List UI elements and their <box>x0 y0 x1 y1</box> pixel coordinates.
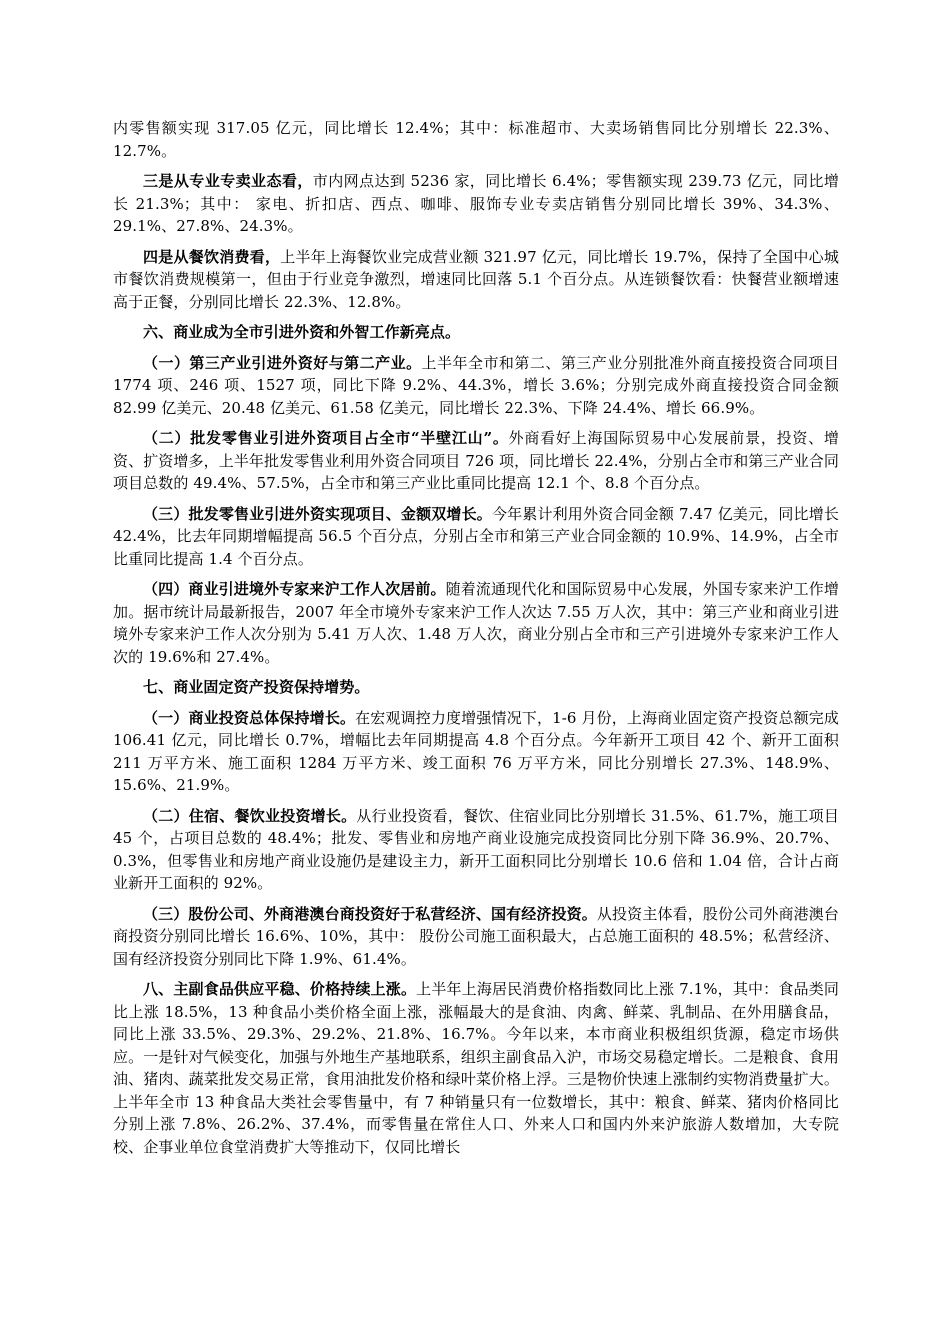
paragraph-text: 市内网点达到 5236 家，同比增长 6.4%；零售额实现 239.73 亿元，同比增长 21.3%；其中： 家电、折扣店、西点、咖啡、服饰专业专卖店销售分别同比增长 39%、34.3%、29.1%、27.8%、24.3%。 <box>113 172 839 235</box>
paragraph-lodging-catering-investment <box>113 805 839 895</box>
paragraph-retail-continuation <box>113 117 839 162</box>
section-heading-7: 七、商业固定资产投资保持增势。 <box>143 678 370 696</box>
paragraph-foreign-investment-tertiary <box>113 352 839 420</box>
paragraph-lead: （三）股份公司、外商港澳台商投资好于私营经济、国有经济投资。 <box>143 904 597 923</box>
paragraph-specialty-stores <box>113 170 839 238</box>
paragraph-lead: （三）批发零售业引进外资实现项目、金额双增长。 <box>143 504 492 523</box>
document-page <box>113 117 839 1166</box>
paragraph-text: 从行业投资看，餐饮、住宿业同比分别增长 31.5%、61.7%，施工项目 45 个，占项目总数的 48.4%；批发、零售业和房地产商业设施完成投资同比分别下降 36.9%、20.7%、0.3%，但零售业和房地产商业设施仍是建设主力，新开工面积同比分别增长 10.6 倍和 1.04 倍，合计占商业新开工面积的 92%。 <box>113 806 839 892</box>
paragraph-lead: （二）批发零售业引进外资项目占全市“半壁江山”。 <box>143 429 509 447</box>
paragraph-lead: 四是从餐饮消费看， <box>143 247 281 266</box>
paragraph-lead: （四）商业引进境外专家来沪工作人次居前。 <box>143 580 446 598</box>
paragraph-lead: （二）住宿、餐饮业投资增长。 <box>143 806 357 825</box>
paragraph-text: 内零售额实现 317.05 亿元，同比增长 12.4%；其中：标准超市、大卖场销售同比分别增长 22.3%、12.7%。 <box>113 119 839 160</box>
paragraph-lead: （一）第三产业引进外资好与第二产业。 <box>143 353 422 372</box>
paragraph-wholesale-retail-projects <box>113 427 839 495</box>
paragraph-wholesale-retail-amounts <box>113 503 839 571</box>
paragraph-text: 从投资主体看，股份公司外商港澳台商投资分别同比增长 16.6%、10%，其中： 股份公司施工面积最大，占总施工面积的 48.5%；私营经济、国有经济投资分别同比下降 1.9%、61.4%。 <box>113 904 839 968</box>
paragraph-text: 上半年上海居民消费价格指数同比上涨 7.1%，其中：食品类同比上涨 18.5%，13 种食品小类价格全面上涨，涨幅最大的是食油、肉禽、鲜菜、乳制品、在外用膳食品，同比上涨 33.5%、29.3%、29.2%、21.8%、16.7%。今年以来，本市商业积极组织货源，稳定市场供应。一是针对气候变化，加强与外地生产基地联系，组织主副食品入沪，市场交易稳定增长。二是粮食、食用油、猪肉、蔬菜批发交易正常，食用油批发价格和绿叶菜价格上浮。三是物价快速上涨制约实物消费量扩大。上半年全市 13 种食品大类社会零售量中，有 7 种销量只有一位数增长，其中：粮食、鲜菜、猪肉价格同比分别上涨 7.8%、26.2%、37.4%，而零售量在常住人口、外来人口和国内外来沪旅游人数增加，大专院校、企事业单位食堂消费扩大等推动下，仅同比增长 <box>113 980 839 1156</box>
paragraph-foreign-experts <box>113 578 839 668</box>
paragraph-lead: 三是从专业专卖业态看， <box>143 172 313 190</box>
paragraph-text: 上半年上海餐饮业完成营业额 321.97 亿元，同比增长 19.7%，保持了全国中心城市餐饮消费规模第一，但由于行业竞争激烈，增速同比回落 5.1 个百分点。从连锁餐饮看：快餐营业额增速高于正餐，分别同比增长 22.3%、12.8%。 <box>113 247 839 311</box>
paragraph-text: 在宏观调控力度增强情况下，1-6 月份，上海商业固定资产投资总额完成 106.41 亿元，同比增长 0.7%，增幅比去年同期提高 4.8 个百分点。今年新开工项目 42 个、新开工面积 211 万平方米、施工面积 1284 万平方米、竣工面积 76 万平方米，同比分别增长 27.3%、148.9%、15.6%、21.9%。 <box>113 708 839 794</box>
paragraph-text: 今年累计利用外资合同金额 7.47 亿美元，同比增长 42.4%，比去年同期增幅提高 56.5 个百分点，分别占全市和第三产业合同金额的 10.9%、14.9%，占全市比重同比提高 1.4 个百分点。 <box>113 504 839 568</box>
section-heading-6: 六、商业成为全市引进外资和外智工作新亮点。 <box>143 323 461 341</box>
paragraph-text: 外商看好上海国际贸易中心发展前景，投资、增资、扩资增多，上半年批发零售业利用外资合同项目 726 项，同比增长 22.4%，分别占全市和第三产业合同项目总数的 49.4%、57.5%，占全市和第三产业比重同比提高 12.1 个、8.8 个百分点。 <box>113 429 839 492</box>
paragraph-investment-by-owner <box>113 903 839 971</box>
paragraph-text: 随着流通现代化和国际贸易中心发展，外国专家来沪工作增加。据市统计局最新报告，2007 年全市境外专家来沪工作人次达 7.55 万人次，其中：第三产业和商业引进境外专家来沪工作人次分别为 5.41 万人次、1.48 万人次，商业分别占全市和三产引进境外专家来沪工作人次的 19.6%和 27.4%。 <box>113 580 839 666</box>
paragraph-text: 上半年全市和第二、第三产业分别批准外商直接投资合同项目 1774 项、246 项、1527 项，同比下降 9.2%、44.3%，增长 3.6%；分别完成外商直接投资合同金额 82.99 亿美元、20.48 亿美元、61.58 亿美元，同比增长 22.3%、下降 24.4%、增长 66.9%。 <box>113 353 839 417</box>
paragraph-lead: （一）商业投资总体保持增长。 <box>143 708 356 727</box>
paragraph-catering <box>113 246 839 314</box>
paragraph-lead: 八、主副食品供应平稳、价格持续上涨。 <box>143 980 417 998</box>
paragraph-food-supply-prices <box>113 978 839 1158</box>
paragraph-investment-total <box>113 707 839 797</box>
